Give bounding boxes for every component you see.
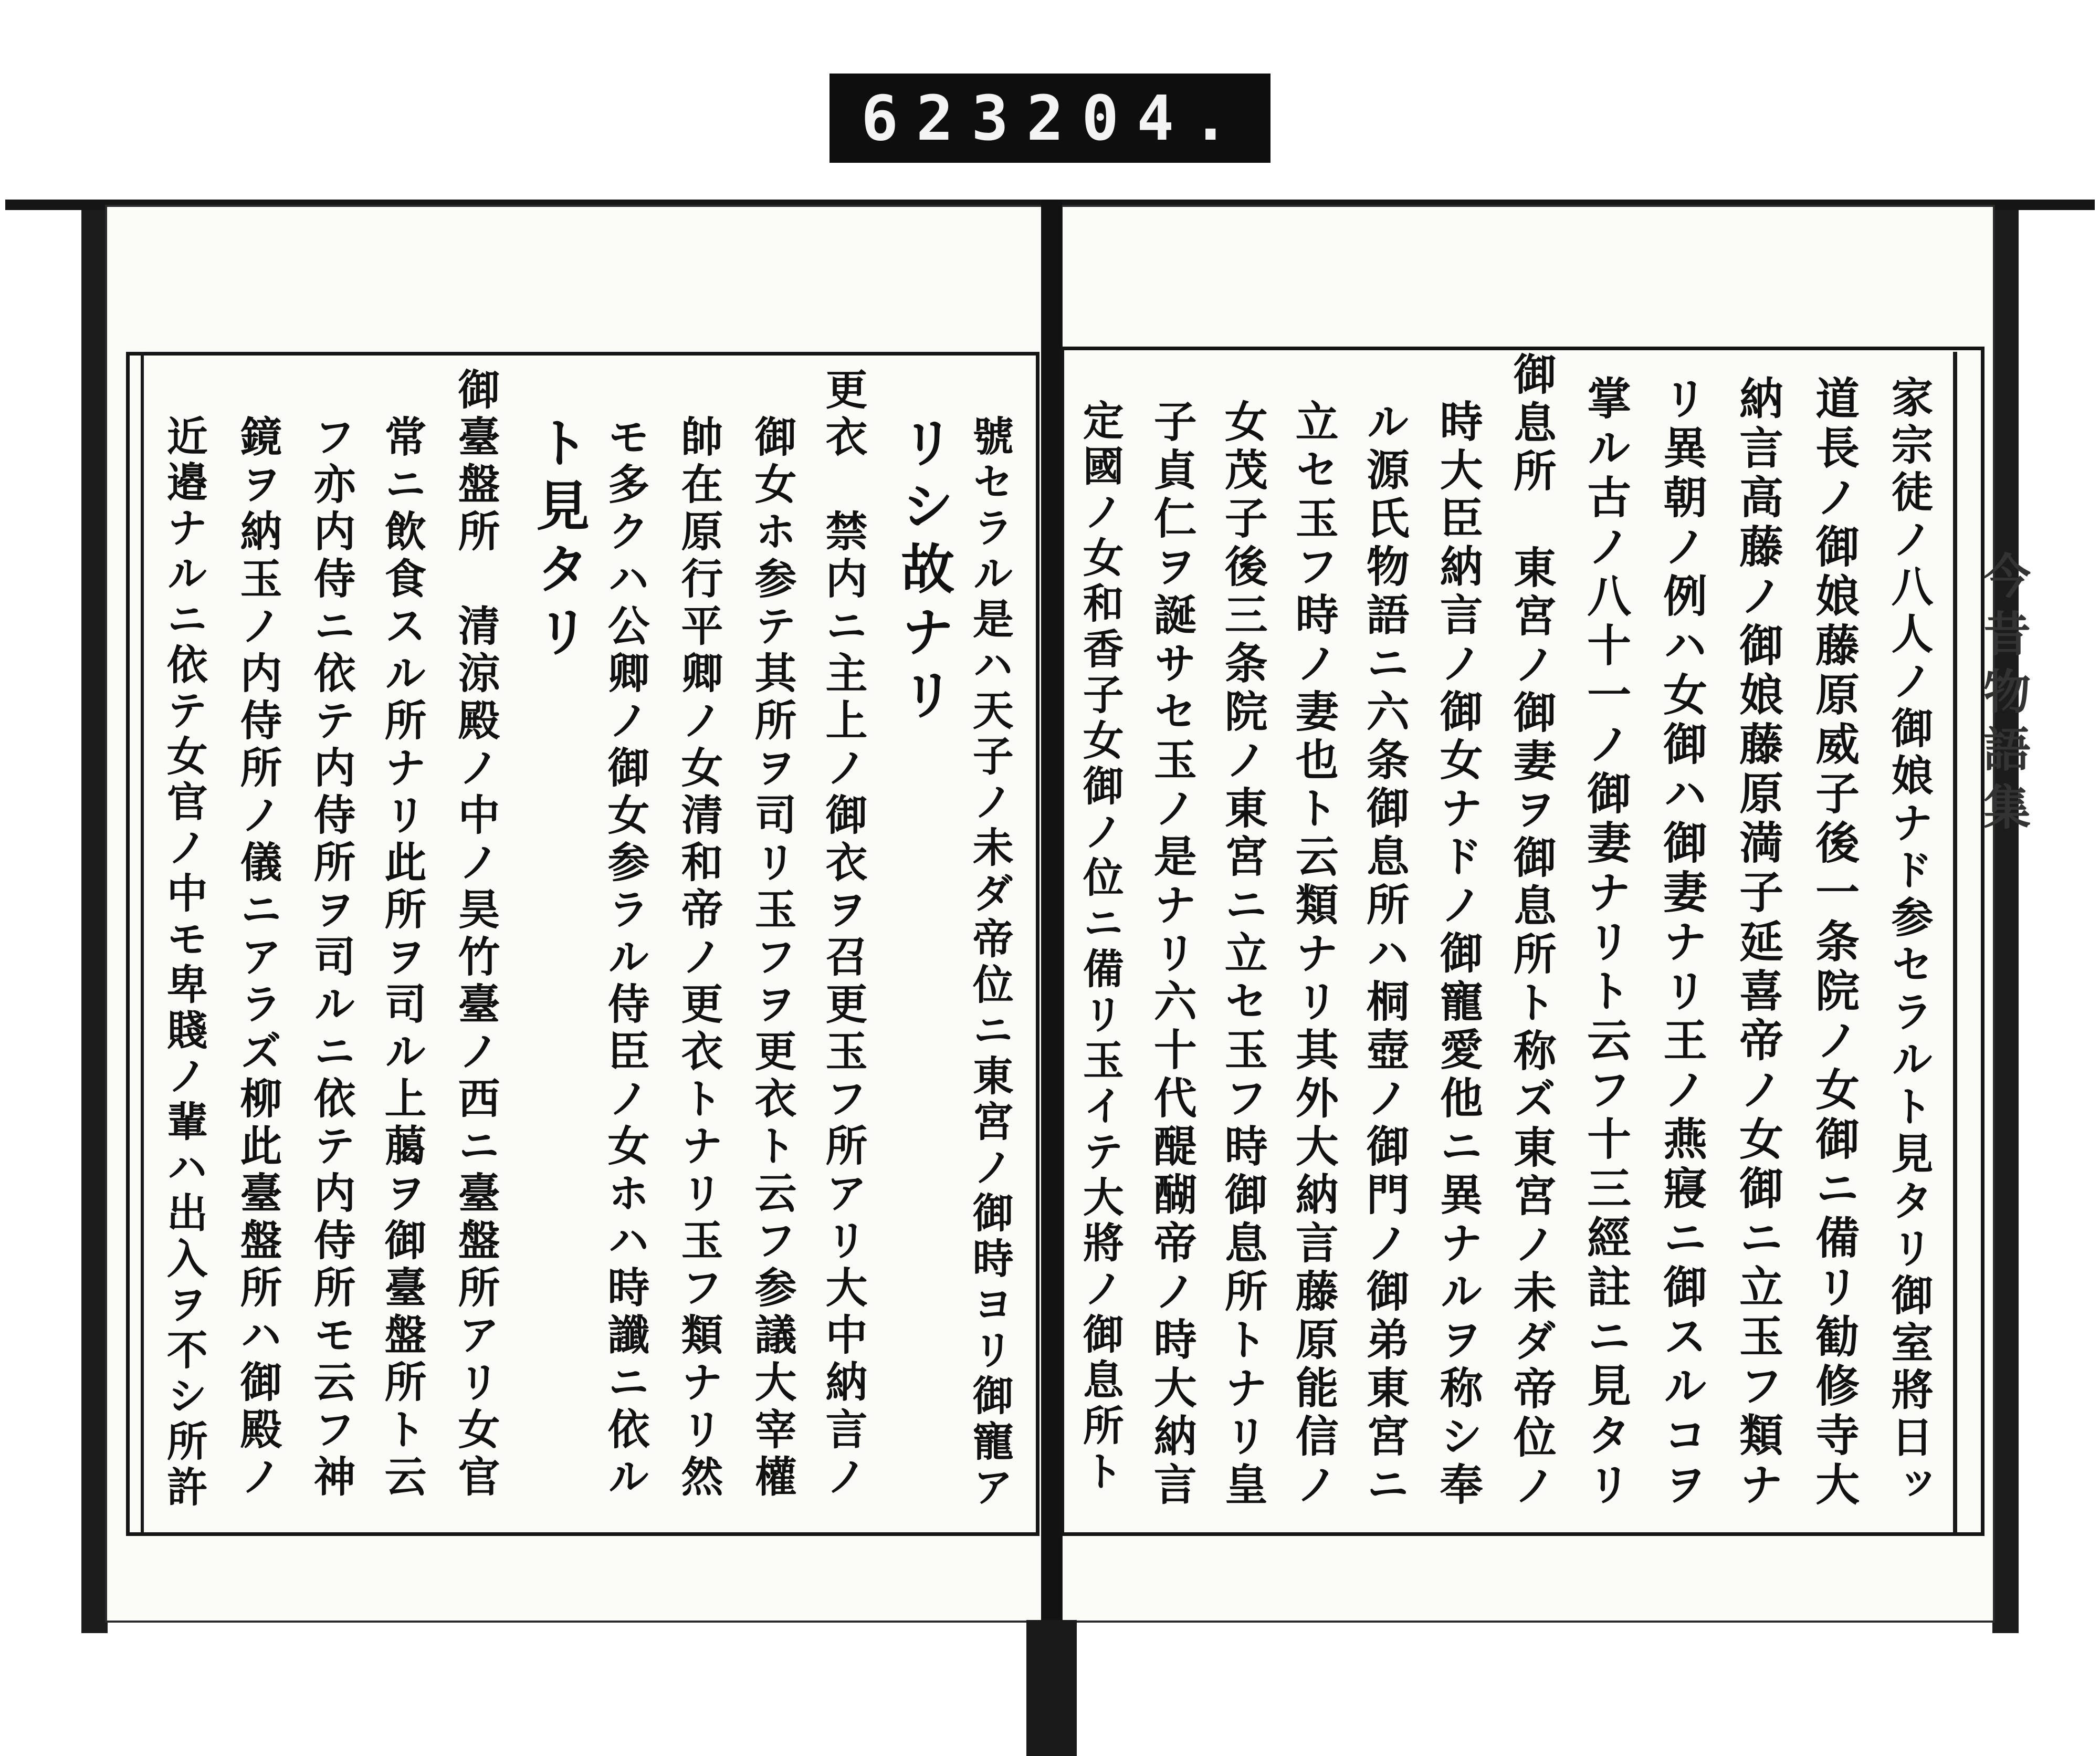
right-edge-title: 今昔物語集 <box>1975 551 2031 840</box>
left-col-1: 號セラル是ハ天子ノ未ダ帝位ニ東宮ノ御時ヨリ御寵ア <box>965 415 1014 1511</box>
right-col-8: ル源氏物語ニ六条御息所ハ桐壺ノ御門ノ御弟東宮ニ <box>1359 399 1410 1510</box>
archive-number-left: 623 <box>861 82 1027 154</box>
left-page-edge <box>81 210 108 1633</box>
right-col-11: 子貞仁ヲ誕サセ玉ノ是ナリ六十代醍醐帝ノ時大納言 <box>1147 399 1198 1510</box>
left-col-8: 御臺盤所 清涼殿ノ中ノ昊竹臺ノ西ニ臺盤所アリ女官 <box>451 368 500 1502</box>
left-col-4: 御女ホ参テ其所ヲ司リ玉フヲ更衣ト云フ参議大宰權 <box>748 415 797 1502</box>
archive-number-plate <box>830 74 1270 163</box>
right-col-2: 道長ノ御娘藤原威子後一条院ノ女御ニ備リ勧修寺大 <box>1808 375 1861 1511</box>
left-col-10: フ亦内侍ニ依テ内侍所ヲ司ルニ依テ内侍所モ云フ神 <box>307 415 356 1502</box>
right-margin-rule <box>1953 352 1957 1533</box>
right-col-7: 時大臣納言ノ御女ナドノ御寵愛他ニ異ナルヲ称シ奉 <box>1433 399 1484 1510</box>
left-col-9: 常ニ飲食スル所ナリ此所ヲ司ル上﨟ヲ御臺盤所ト云 <box>377 415 427 1502</box>
right-col-10: 女茂子後三条院ノ東宮ニ立セ玉フ時御息所トナリ皇 <box>1217 399 1268 1510</box>
left-col-11: 鏡ヲ納玉ノ内侍所ノ儀ニアラズ柳此臺盤所ハ御殿ノ <box>233 415 282 1502</box>
left-col-5: 帥在原行平卿ノ女清和帝ノ更衣トナリ玉フ類ナリ然 <box>674 415 723 1502</box>
right-col-3: 納言高藤ノ御娘藤原満子延喜帝ノ女御ニ立玉フ類ナ <box>1732 375 1784 1511</box>
left-margin-rule <box>141 352 144 1533</box>
right-col-6: 御息所 東宮ノ御妻ヲ御息所ト称ズ東宮ノ未ダ帝位ノ <box>1506 352 1557 1511</box>
left-col-12: 近邉ナルニ依テ女官ノ中モ卑賤ノ輩ハ出入ヲ不シ所許 <box>160 415 208 1511</box>
left-col-2: リシ故ナリ <box>892 415 956 730</box>
right-col-4: リ異朝ノ例ハ女御ハ御妻ナリ王ノ燕寢ニ御スルコヲ <box>1656 375 1708 1511</box>
book-spine <box>1041 200 1062 1756</box>
right-col-9: 立セ玉フ時ノ妻也ト云類ナリ其外大納言藤原能信ノ <box>1288 399 1339 1510</box>
archive-number-right: 204. <box>1026 82 1247 154</box>
right-col-5: 掌ル古ノ八十一ノ御妻ナリト云フ十三經註ニ見タリ <box>1580 375 1632 1511</box>
right-col-12: 定國ノ女和香子女御ノ位ニ備リ玉イテ大將ノ御息所ト <box>1076 399 1124 1496</box>
left-col-6: モ多クハ公卿ノ御女参ラル侍臣ノ女ホハ時讖ニ依ル <box>601 415 650 1502</box>
left-col-3: 更衣 禁内ニ主上ノ御衣ヲ召更玉フ所アリ大中納言ノ <box>818 368 868 1502</box>
spine-bottom <box>1026 1620 1077 1756</box>
right-page-edge <box>1992 210 2019 1633</box>
right-col-1: 家宗徒ノ八人ノ御娘ナド参セラルト見タリ御室將日ッ <box>1884 375 1934 1510</box>
left-col-7: ト見タリ <box>527 415 591 667</box>
